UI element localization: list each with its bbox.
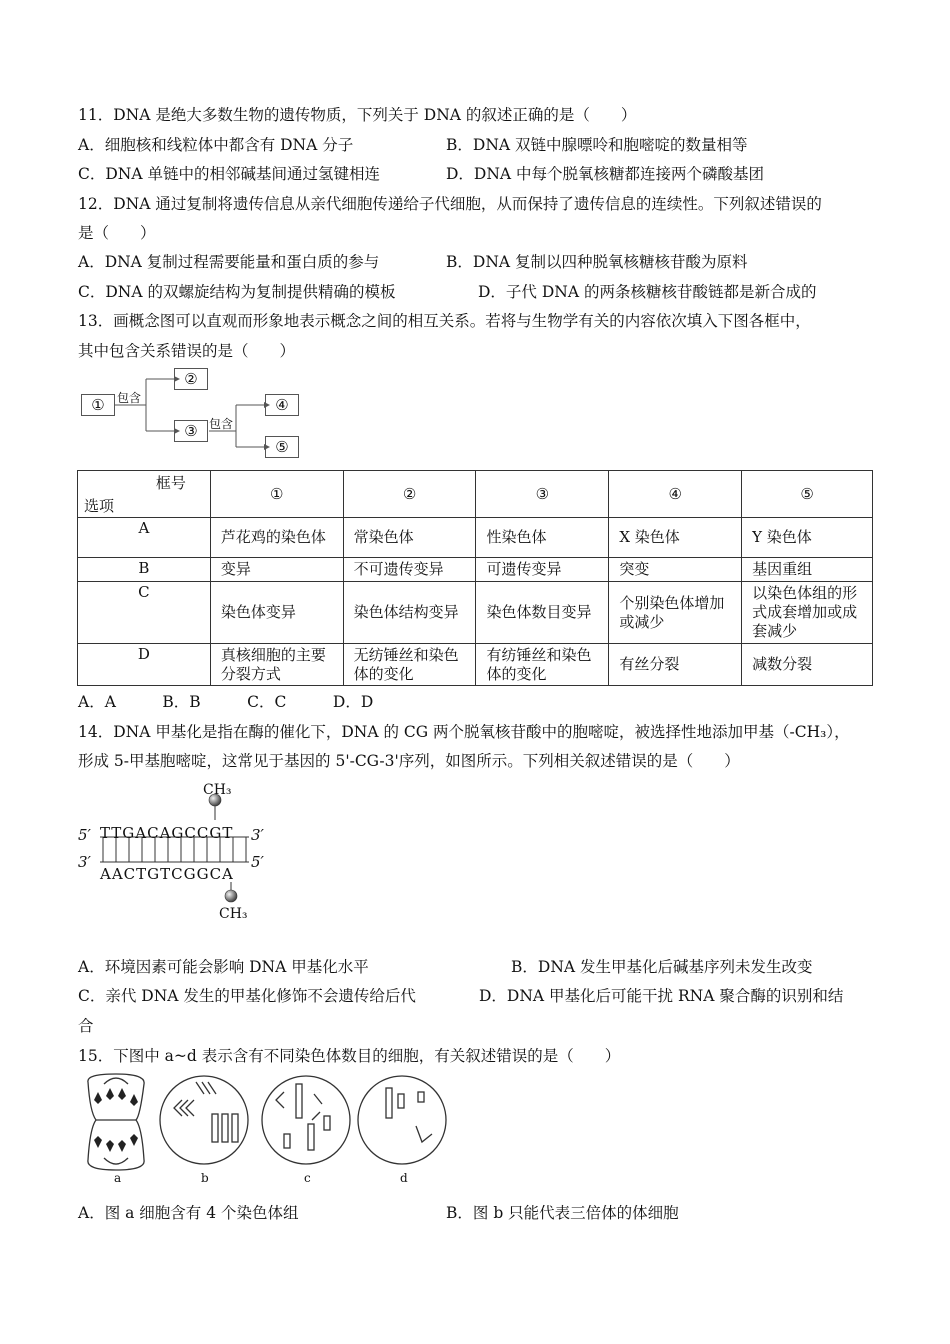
table-cell: 变异 — [210, 558, 343, 582]
cells-figure — [76, 1072, 456, 1177]
table-cell: 常染色体 — [343, 518, 476, 558]
cell-label-c: c — [304, 1171, 311, 1185]
q14-option-d: D．DNA 甲基化后可能干扰 RNA 聚合酶的识别和结 — [479, 987, 844, 1005]
q11-option-d: D．DNA 中每个脱氧核糖都连接两个磷酸基团 — [446, 165, 765, 183]
q12-stem-line2: 是（ ） — [78, 224, 156, 242]
q11-option-c: C．DNA 单链中的相邻碱基间通过氢键相连 — [78, 165, 380, 183]
table-cell: 染色体变异 — [210, 582, 343, 644]
q15-stem: 15．下图中 a~d 表示含有不同染色体数目的细胞，有关叙述错误的是（ ） — [78, 1047, 621, 1065]
q13-stem-line1: 13．画概念图可以直观而形象地表示概念之间的相互关系。若将与生物学有关的内容依次填入下图各框中， — [78, 312, 811, 330]
table-cell: 有丝分裂 — [609, 644, 742, 686]
cell-b — [160, 1076, 248, 1164]
table-row — [78, 644, 873, 686]
table-cell: 以染色体组的形式成套增加或成套减少 — [742, 582, 873, 644]
table-cell: 突变 — [609, 558, 742, 582]
table-cell: 无纺锤丝和染色体的变化 — [343, 644, 476, 686]
q11-option-b: B．DNA 双链中腺嘌呤和胞嘧啶的数量相等 — [446, 136, 748, 154]
table-cell: 个别染色体增加或减少 — [609, 582, 742, 644]
cell-label-d: d — [400, 1171, 408, 1185]
cell-label-a: a — [114, 1171, 122, 1185]
top-strand-3prime: 3′ — [251, 826, 264, 844]
diagram-box-5: ⑤ — [265, 436, 299, 458]
header-col-1: ① — [210, 471, 343, 518]
bottom-strand-sequence: AACTGTCGGCA — [100, 865, 234, 883]
cell-a — [88, 1074, 144, 1170]
q12-stem-line1: 12．DNA 通过复制将遗传信息从亲代细胞传递给子代细胞，从而保持了遗传信息的连续性。下列叙述错误的 — [78, 195, 822, 213]
q13-answers: A．A B．B C．C D．D — [78, 693, 374, 711]
table-cell: 染色体数目变异 — [476, 582, 609, 644]
top-strand-5prime: 5′ — [78, 826, 91, 844]
table-cell: 性染色体 — [476, 518, 609, 558]
cell-c — [262, 1076, 350, 1164]
header-box-number: 框号 — [155, 474, 186, 492]
table-header-row — [78, 471, 873, 518]
table-cell: 真核细胞的主要分裂方式 — [210, 644, 343, 686]
cell-label-b: b — [201, 1171, 209, 1185]
diagram-box-2: ② — [174, 368, 208, 390]
header-option: 选项 — [84, 497, 115, 515]
q13-stem-line2: 其中包含关系错误的是（ ） — [78, 342, 296, 360]
q12-option-c: C．DNA 的双螺旋结构为复制提供精确的模板 — [78, 283, 396, 301]
diagram-box-4: ④ — [265, 394, 299, 416]
q11-option-a: A．细胞核和线粒体中都含有 DNA 分子 — [78, 136, 354, 154]
q12-option-d: D．子代 DNA 的两条核糖核苷酸链都是新合成的 — [478, 283, 817, 301]
table-row — [78, 558, 873, 582]
table-cell: 芦花鸡的染色体 — [210, 518, 343, 558]
row-option: C — [78, 582, 211, 644]
table-row — [78, 518, 873, 558]
q14-option-d-continued: 合 — [78, 1017, 94, 1035]
q15-option-b: B．图 b 只能代表三倍体的体细胞 — [446, 1204, 679, 1222]
table-cell: 染色体结构变异 — [343, 582, 476, 644]
row-option: B — [78, 558, 211, 582]
header-col-4: ④ — [609, 471, 742, 518]
diagram-box-1: ① — [81, 394, 115, 416]
header-col-5: ⑤ — [742, 471, 873, 518]
q14-option-a: A．环境因素可能会影响 DNA 甲基化水平 — [78, 958, 369, 976]
q15-option-a: A．图 a 细胞含有 4 个染色体组 — [78, 1204, 299, 1222]
methyl-label-top: CH₃ — [203, 782, 232, 798]
header-col-3: ③ — [476, 471, 609, 518]
diagram-contains-label-1: 包含 — [117, 391, 142, 405]
q12-option-b: B．DNA 复制以四种脱氧核糖核苷酸为原料 — [446, 253, 748, 271]
header-col-2: ② — [343, 471, 476, 518]
q14-stem-line2: 形成 5-甲基胞嘧啶，这常见于基因的 5'-CG-3'序列，如图所示。下列相关叙述错误的是（ ） — [78, 752, 740, 770]
table-cell: 基因重组 — [742, 558, 873, 582]
bottom-strand-5prime: 5′ — [251, 853, 264, 871]
q14-option-b: B．DNA 发生甲基化后碱基序列未发生改变 — [511, 958, 813, 976]
q11-stem: 11．DNA 是绝大多数生物的遗传物质，下列关于 DNA 的叙述正确的是（ ） — [78, 106, 637, 124]
table-cell: 可遗传变异 — [476, 558, 609, 582]
row-option: D — [78, 644, 211, 686]
top-strand-sequence: TTGACAGCCGT — [100, 824, 234, 842]
table-cell: 不可遗传变异 — [343, 558, 476, 582]
q14-stem-line1: 14．DNA 甲基化是指在酶的催化下，DNA 的 CG 两个脱氧核苷酸中的胞嘧啶，被选择性地添加甲基（-CH₃）， — [78, 723, 850, 741]
diagram-box-3: ③ — [174, 420, 208, 442]
cell-d — [358, 1076, 446, 1164]
table-cell: Y 染色体 — [742, 518, 873, 558]
q14-option-c: C．亲代 DNA 发生的甲基化修饰不会遗传给后代 — [78, 987, 416, 1005]
row-option: A — [78, 518, 211, 558]
table-cell: X 染色体 — [609, 518, 742, 558]
options-table — [77, 470, 873, 686]
methyl-label-bottom: CH₃ — [219, 906, 248, 922]
table-row — [78, 582, 873, 644]
dna-methylation-figure — [78, 782, 278, 927]
table-cell: 减数分裂 — [742, 644, 873, 686]
bottom-strand-3prime: 3′ — [78, 853, 91, 871]
q12-option-a: A．DNA 复制过程需要能量和蛋白质的参与 — [78, 253, 380, 271]
diagram-contains-label-2: 包含 — [209, 417, 234, 431]
table-cell: 有纺锤丝和染色体的变化 — [476, 644, 609, 686]
